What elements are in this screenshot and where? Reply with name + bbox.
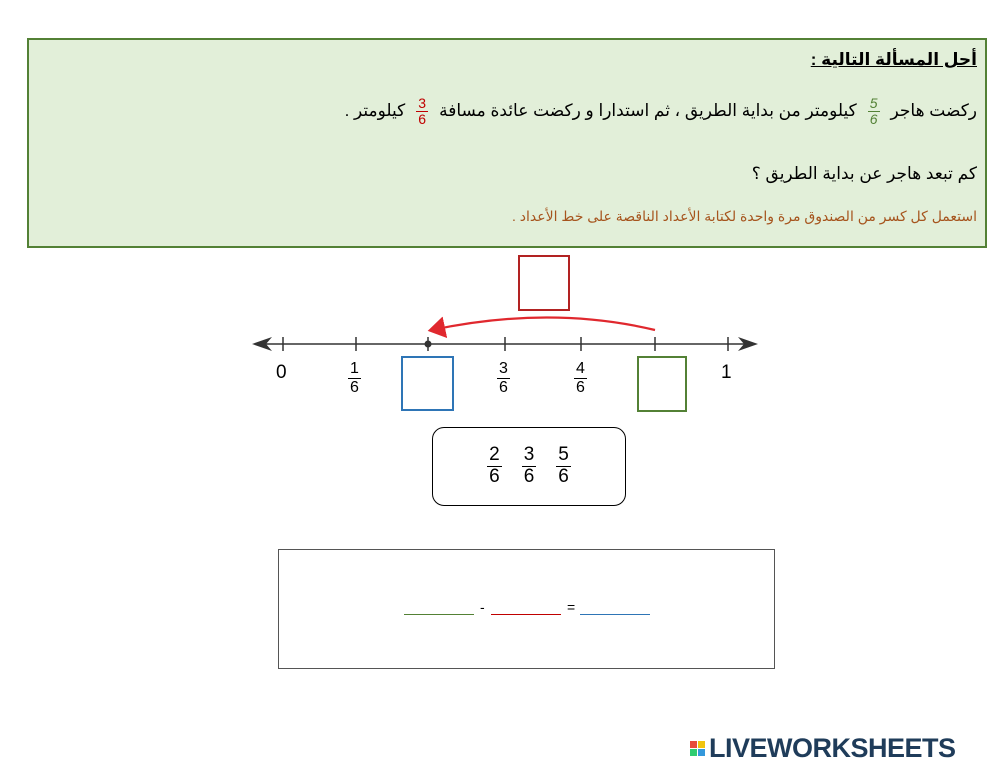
answer-box-green[interactable] <box>637 356 687 412</box>
problem-text-part3: كيلومتر . <box>344 101 406 121</box>
bank-fraction-two-sixths[interactable]: $\frac{2}{6}$ <box>489 444 500 487</box>
problem-text-part1: ركضت هاجر <box>890 101 977 121</box>
problem-line-1 <box>37 96 977 126</box>
number-line-fraction-three-sixths: $\frac{3}{6}$ <box>499 360 508 397</box>
bank-fraction-three-sixths[interactable]: $\frac{3}{6}$ <box>523 444 535 487</box>
equation-blank-green[interactable] <box>404 614 474 615</box>
number-line-label-one: 1 <box>721 362 732 383</box>
inline-fraction-five-sixths: $\frac{5}{6}$ <box>869 95 878 127</box>
fraction-bank <box>432 427 626 506</box>
answer-box-red[interactable] <box>518 255 570 311</box>
inline-fraction-three-sixths: $\frac{3}{6}$ <box>418 95 427 127</box>
equation-box <box>278 549 775 669</box>
equation-blank-red[interactable] <box>491 614 561 615</box>
problem-heading: أحل المسألة التالية : <box>810 50 977 69</box>
jump-arrow-icon <box>432 318 655 331</box>
liveworksheets-logo <box>690 733 956 764</box>
bank-fraction-five-sixths[interactable]: $\frac{5}{6}$ <box>558 444 569 487</box>
problem-box <box>27 38 987 248</box>
number-line-label-zero: 0 <box>276 362 287 383</box>
problem-question: كم تبعد هاجر عن بداية الطريق ؟ <box>751 164 977 183</box>
logo-text: LIVEWORKSHEETS <box>709 733 956 763</box>
answer-box-blue[interactable] <box>401 356 454 411</box>
number-line-fraction-four-sixths: $\frac{4}{6}$ <box>576 360 585 397</box>
number-line-fraction-one-sixth: $\frac{1}{6}$ <box>350 360 359 397</box>
equation-blank-blue[interactable] <box>580 614 650 615</box>
problem-text-part2: كيلومتر من بداية الطريق ، ثم استدارا و ركضت عائدة مسافة <box>439 101 857 121</box>
problem-hint: استعمل كل كسر من الصندوق مرة واحدة لكتابة الأعداد الناقصة على خط الأعداد . <box>512 208 977 224</box>
point-marker <box>425 341 432 348</box>
minus-sign: - <box>480 599 485 615</box>
equals-sign: = <box>567 599 576 615</box>
logo-blocks-icon <box>690 741 705 756</box>
